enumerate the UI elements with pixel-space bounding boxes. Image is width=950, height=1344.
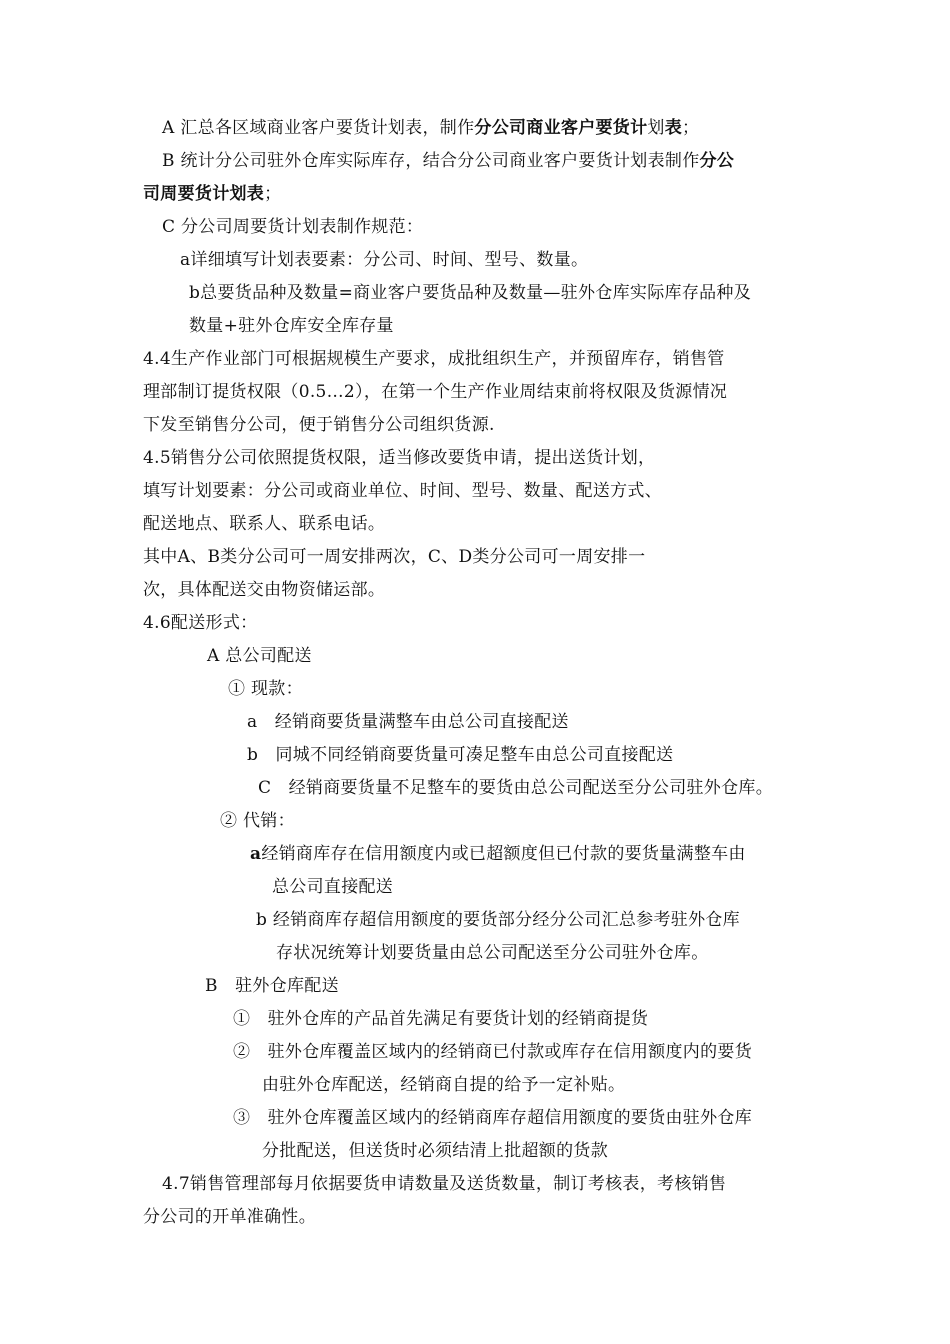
line-2-bold: 分公 — [699, 151, 735, 171]
line-1-text: A 汇总各区域商业客户要货计划表，制作 — [162, 118, 475, 138]
line-23-bold: a — [250, 844, 262, 864]
line-20: b 同城不同经销商要货量可凑足整车由总公司直接配送 — [247, 745, 674, 765]
line-1-text-3: ； — [682, 118, 700, 138]
line-25: b 经销商库存超信用额度的要货部分经分公司汇总参考驻外仓库 — [256, 910, 740, 930]
line-33: 4.7销售管理部每月依据要货申请数量及送货数量，制订考核表，考核销售 — [162, 1174, 727, 1194]
line-6: b总要货品种及数量=商业客户要货品种及数量—驻外仓库实际库存品种及 — [189, 283, 752, 303]
line-19: a 经销商要货量满整车由总公司直接配送 — [247, 712, 569, 732]
line-1-bold-2: 表 — [664, 118, 683, 138]
line-11: 4.5销售分公司依照提货权限，适当修改要货申请，提出送货计划， — [143, 448, 656, 468]
line-18: ① 现款： — [228, 679, 303, 699]
line-30: 由驻外仓库配送，经销商自提的给予一定补贴。 — [262, 1075, 626, 1095]
line-12: 填写计划要素：分公司或商业单位、时间、型号、数量、配送方式、 — [143, 481, 662, 501]
line-9: 理部制订提货权限（0.5…2），在第一个生产作业周结束前将权限及货源情况 — [143, 382, 728, 402]
line-17: A 总公司配送 — [207, 646, 312, 666]
line-15: 次，具体配送交由物资储运部。 — [143, 580, 386, 600]
line-2-text: B 统计分公司驻外仓库实际库存，结合分公司商业客户要货计划表制作 — [162, 151, 700, 171]
line-1-text-2: 划 — [647, 118, 665, 138]
line-24: 总公司直接配送 — [272, 877, 394, 897]
line-31: ③ 驻外仓库覆盖区域内的经销商库存超信用额度的要货由驻外仓库 — [233, 1108, 752, 1128]
line-32: 分批配送，但送货时必须结清上批超额的货款 — [262, 1141, 608, 1161]
line-1 — [162, 117, 699, 139]
line-13: 配送地点、联系人、联系电话。 — [143, 514, 386, 534]
line-23-text: 经销商库存在信用额度内或已超额度但已付款的要货量满整车由 — [261, 844, 746, 864]
line-3-text: ； — [264, 184, 282, 204]
line-21: C 经销商要货量不足整车的要货由总公司配送至分公司驻外仓库。 — [258, 778, 774, 798]
line-4: C 分公司周要货计划表制作规范： — [162, 217, 424, 237]
line-1-bold: 分公司商业客户要货计 — [474, 118, 648, 138]
line-26: 存状况统筹计划要货量由总公司配送至分公司驻外仓库。 — [276, 943, 709, 963]
line-2 — [162, 150, 734, 172]
line-16: 4.6配送形式： — [143, 613, 258, 633]
line-34: 分公司的开单准确性。 — [143, 1207, 316, 1227]
line-3 — [143, 183, 281, 205]
line-28: ① 驻外仓库的产品首先满足有要货计划的经销商提货 — [233, 1009, 649, 1029]
line-27: B 驻外仓库配送 — [205, 976, 339, 996]
line-22: ② 代销： — [220, 811, 295, 831]
line-10: 下发至销售分公司，便于销售分公司组织货源. — [143, 415, 495, 435]
line-23 — [250, 843, 746, 865]
line-3-bold: 司周要货计划表 — [143, 184, 265, 204]
line-14: 其中A、B类分公司可一周安排两次，C、D类分公司可一周安排一 — [143, 547, 646, 567]
line-29: ② 驻外仓库覆盖区域内的经销商已付款或库存在信用额度内的要货 — [233, 1042, 752, 1062]
line-8: 4.4生产作业部门可根据规模生产要求，成批组织生产，并预留库存，销售管 — [143, 349, 725, 369]
line-7: 数量+驻外仓库安全库存量 — [189, 316, 394, 336]
line-5: a详细填写计划表要素：分公司、时间、型号、数量。 — [180, 250, 589, 270]
